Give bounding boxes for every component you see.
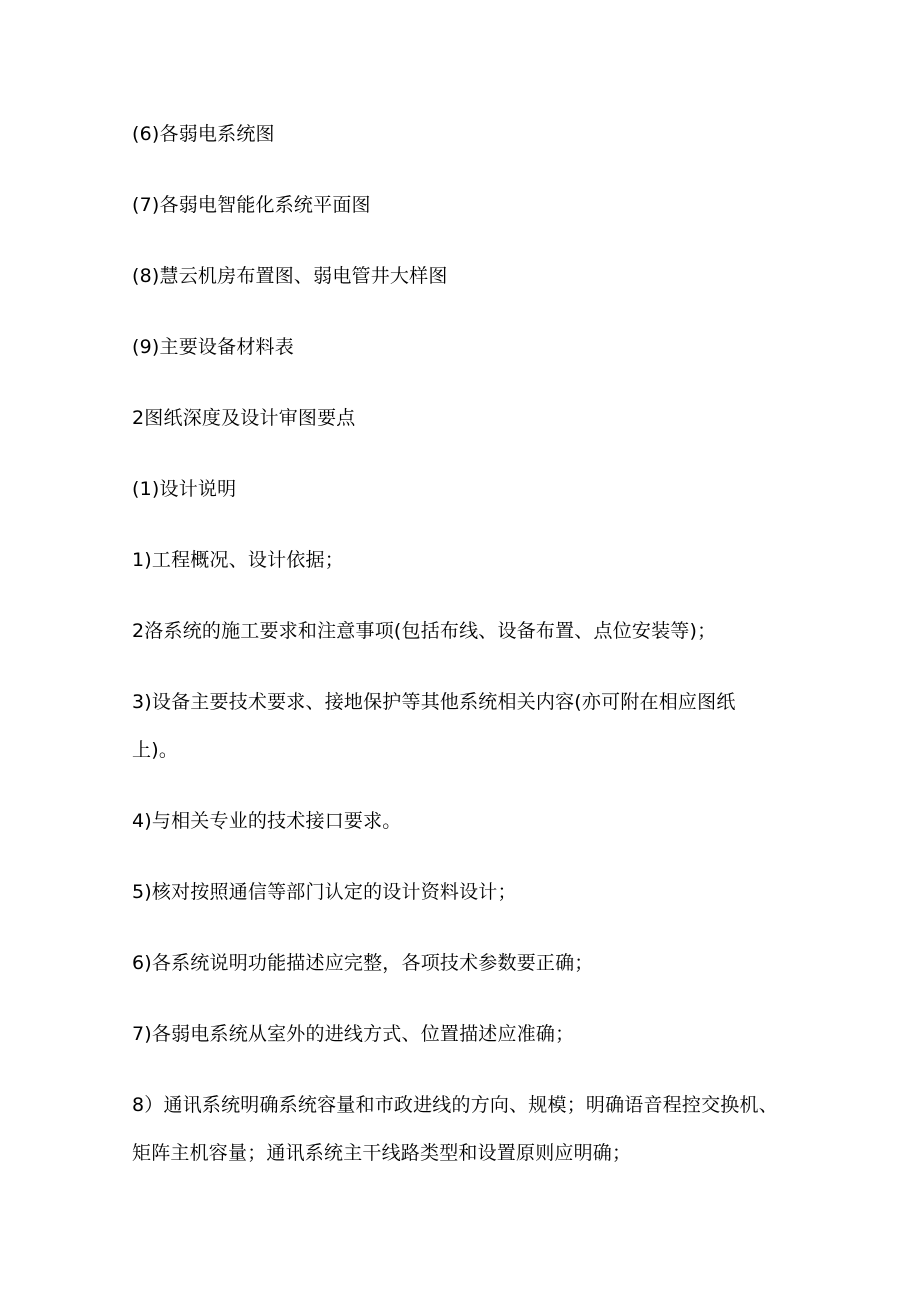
note-item-5: 5)核对按照通信等部门认定的设计资料设计； <box>132 881 517 903</box>
section-heading-drawing-depth: 2图纸深度及设计审图要点 <box>132 407 356 429</box>
note-item-3-line-2: 上)。 <box>132 739 179 761</box>
note-item-3-line-1: 3)设备主要技术要求、接地保护等其他系统相关内容(亦可附在相应图纸 <box>132 691 736 713</box>
list-item-6-system-diagrams: (6)各弱电系统图 <box>132 123 275 145</box>
note-item-1: 1)工程概况、设计依据； <box>132 549 344 571</box>
subsection-heading-design-notes: (1)设计说明 <box>132 478 237 500</box>
note-item-2: 2洛系统的施工要求和注意事项(包括布线、设备布置、点位安装等)； <box>132 620 717 642</box>
note-item-6: 6)各系统说明功能描述应完整，各项技术参数要正确； <box>132 952 594 974</box>
list-item-7-floor-plans: (7)各弱电智能化系统平面图 <box>132 194 371 216</box>
note-item-8-line-2: 矩阵主机容量；通讯系统主干线路类型和设置原则应明确； <box>132 1142 632 1164</box>
note-item-8-line-1: 8）通讯系统明确系统容量和市政进线的方向、规模；明确语音程控交换机、 <box>132 1094 778 1116</box>
note-item-7: 7)各弱电系统从室外的进线方式、位置描述应准确； <box>132 1023 575 1045</box>
list-item-9-equipment-table: (9)主要设备材料表 <box>132 336 294 358</box>
note-item-4: 4)与相关专业的技术接口要求。 <box>132 810 402 832</box>
list-item-8-machine-room-layout: (8)慧云机房布置图、弱电管井大样图 <box>132 265 448 287</box>
